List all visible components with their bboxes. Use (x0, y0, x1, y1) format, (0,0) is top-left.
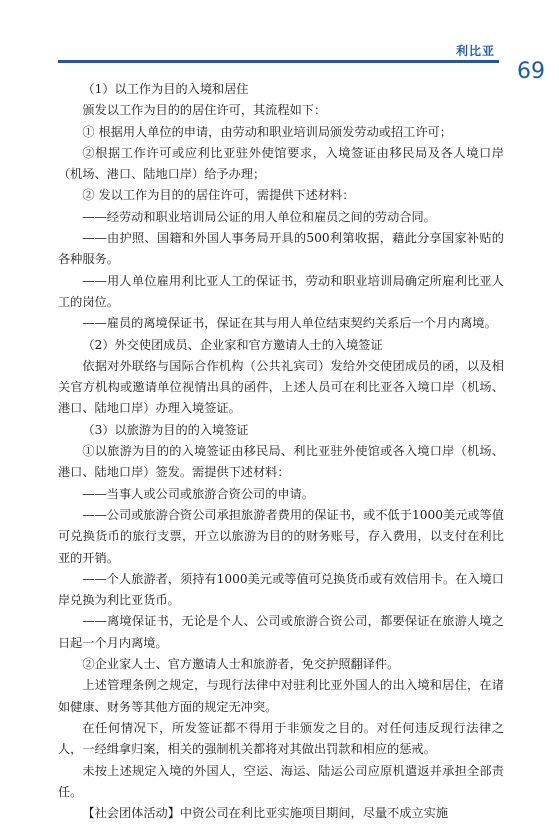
body-text (58, 79, 504, 824)
paragraph: ①以旅游为目的的入境签证由移民局、利比亚驻外使馆或各入境口岸（机场、港口、陆地口岸）签发。需提供下述材料： (58, 444, 504, 480)
paragraph: ②根据工作许可或应利比亚驻外使馆要求，入境签证由移民局及各人境口岸（机场、港口、陆地口岸）给予办理； (58, 145, 504, 182)
paragraph: ——离境保证书，无论是个人、公司或旅游合资公司，都要保证在旅游人境之日起一个月内离境。 (58, 614, 504, 650)
paragraph: 【社会团体活动】中资公司在利比亚实施项目期间，尽量不成立实施 (82, 806, 449, 821)
header-title: 利比亚 (455, 44, 495, 58)
header-rule (58, 60, 499, 63)
paragraph: 颁发以工作为目的的居住许可，其流程如下： (82, 103, 327, 118)
section-heading: （1）以工作为目的入境和居住 (82, 82, 249, 96)
paragraph: ——经劳动和职业培训局公证的用人单位和雇员之间的劳动合同。 (82, 209, 436, 224)
paragraph: ——雇员的离境保证书，保证在其与用人单位结束契约关系后一个月内离境。 (82, 316, 497, 331)
paragraph: 依据对外联络与国际合作机构（公共礼宾司）发给外交使团成员的函，以及相关官方机构或邀请单位视情出具的函件，上述人员可在利比亚各入境口岸（机场、港口、陆地口岸）办理入境签证。 (58, 358, 504, 416)
page-number: 69 (517, 59, 545, 84)
paragraph: ——用人单位雇用利比亚人工的保证书，劳动和职业培训局确定所雇利比亚人工的岗位。 (58, 273, 504, 309)
paragraph: ① 根据用人单位的申请，由劳动和职业培训局颁发劳动或招工许可； (82, 124, 452, 139)
paragraph: ②企业家人士、官方邀请人士和旅游者，免交护照翻译件。 (82, 657, 400, 672)
paragraph: 上述管理条例之规定，与现行法律中对驻利比亚外国人的出入境和居住，在诸如健康、财务等其他方面的规定无冲突。 (58, 678, 504, 714)
paragraph: ——由护照、国籍和外国人事务局开具的500利第收据，藉此分享国家补贴的各种服务。 (58, 231, 504, 267)
paragraph: ——当事人或公司或旅游合资公司的申请。 (82, 486, 314, 501)
paragraph: 未按上述规定入境的外国人，空运、海运、陆运公司应原机遣返并承担全部责任。 (58, 763, 504, 799)
paragraph: ——公司或旅游合资公司承担旅游者费用的保证书，或不低于1000美元或等值可兑换货币的旅行支票，开立以旅游为目的的财务账号，存入费用，以支付在利比亚的开销。 (58, 507, 504, 565)
paragraph: ——个人旅游者，须持有1000美元或等值可兑换货币或有效信用卡。在入境口岸兑换为利比亚货币。 (58, 571, 504, 608)
section-heading: （2）外交使团成员、企业家和官方邀请人士的入境签证 (82, 337, 383, 352)
section-heading: （3）以旅游为目的的入境签证 (82, 422, 249, 437)
paragraph: ② 发以工作为目的的居住许可，需提供下述材料： (82, 188, 355, 203)
paragraph: 在任何情况下，所发签证都不得用于非颁发之目的。对任何违反现行法律之人，一经缉拿归案，相关的强制机关都将对其做出罚款和相应的惩戒。 (58, 720, 504, 757)
